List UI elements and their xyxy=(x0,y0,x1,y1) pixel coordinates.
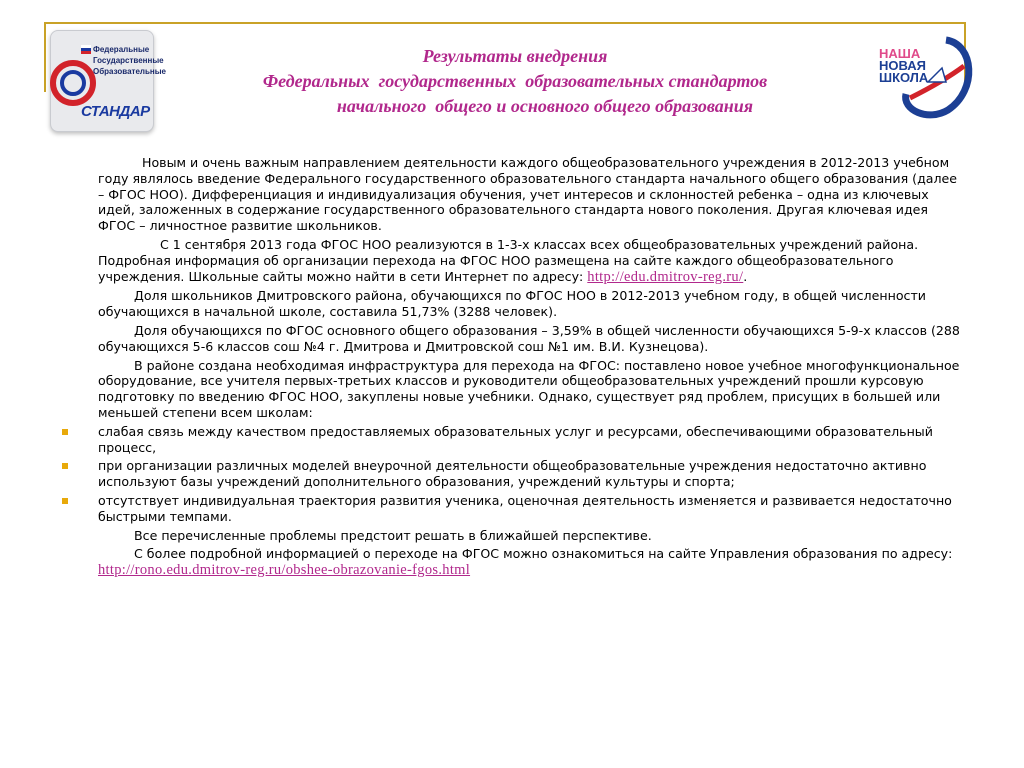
logo-right-lines: НАША НОВАЯ ШКОЛА xyxy=(879,46,929,85)
link-edu-sites[interactable]: http://edu.dmitrov-reg.ru/ xyxy=(587,268,744,285)
paragraph-implementation xyxy=(98,237,966,285)
logo-left-word: СТАНДАР xyxy=(81,103,150,120)
bullet-icon xyxy=(62,498,68,504)
list-item xyxy=(98,493,966,525)
nasha-novaya-shkola-logo xyxy=(876,38,976,118)
list-item-text: отсутствует индивидуальная траектория развития ученика, оценочная деятельность изменяется и развивается недостаточно быстрыми темпами. xyxy=(98,492,952,524)
fgos-standard-logo xyxy=(50,30,167,132)
title-line-2: Федеральных государственных образовательных стандартов xyxy=(262,71,768,91)
title-line-3: начального общего и основного общего образования xyxy=(336,96,754,116)
paragraph-infrastructure: В районе создана необходимая инфраструктура для перехода на ФГОС: поставлено новое учебное многофункциональное оборудование, все учителя первых-третьих классов и руководители общеобразовательных учреждений прошли курсовую подготовку по введению ФГОС НОО, закуплены новые учебники. Однако, существует ряд проблем, присущих в большей или меньшей степени всем школам: xyxy=(98,357,960,420)
list-item xyxy=(98,424,966,456)
left-border-line xyxy=(44,22,46,92)
paragraph-more-info-text: С более подробной информацией о переходе на ФГОС можно ознакомиться на сайте Управления образования по адресу: xyxy=(134,546,953,562)
paragraph-implementation-text: С 1 сентября 2013 года ФГОС НОО реализуются в 1-3-х классах всех общеобразовательных учреждений района. Подробная информация об организации перехода на ФГОС НОО размещена на сайте каждого общеобразовательного учреждения. Школьные сайты можно найти в сети Интернет по адресу: xyxy=(98,236,919,284)
title-line-1: Результаты внедрения xyxy=(422,46,608,66)
paragraph-primary-share: Доля школьников Дмитровского района, обучающихся по ФГОС НОО в 2012-2013 учебном году, в общей численности обучающихся в начальной школе, составила 51,73% (3288 человек). xyxy=(98,288,926,320)
logo-left-lines: Федеральные Государственные Образовательные xyxy=(93,45,167,76)
list-item-text: слабая связь между качеством предоставляемых образовательных услуг и ресурсами, обеспечивающими образовательный процесс, xyxy=(98,423,933,455)
list-item-text: при организации различных моделей внеурочной деятельности общеобразовательные учреждения недостаточно активно используют базы учреждений дополнительного образования, учреждений культуры и спорта; xyxy=(98,458,927,490)
paragraph-secondary-share: Доля обучающихся по ФГОС основного общего образования – 3,59% в общей численности обучающихся 5-9-х классов (288 обучающихся 5-6 классов сош №4 г. Дмитрова и Дмитровской сош №1 им. В.И. Кузнецова). xyxy=(98,322,960,354)
paragraph-problems: Все перечисленные проблемы предстоит решать в ближайшей перспективе. xyxy=(134,527,652,543)
paragraph-intro: Новым и очень важным направлением деятельности каждого общеобразовательного учреждения в 2012-2013 учебном году являлось введение Федерального государственного образовательного стандарта начального общего образования (далее – ФГОС НОО). Дифференциация и индивидуализация обучения, учет интересов и склонностей ребенка – одна из ключевых идей, заложенных в содержание государственного образовательного стандарта нового поколения. Другая ключевая идея ФГОС – личностное развитие школьников. xyxy=(98,155,958,234)
link-rono-fgos[interactable]: http://rono.edu.dmitrov-reg.ru/obshee-obrazovanie-fgos.html xyxy=(98,562,471,579)
bullet-icon xyxy=(62,429,68,435)
document-body xyxy=(98,155,966,582)
bullet-icon xyxy=(62,463,68,469)
top-border-line xyxy=(44,22,966,24)
paragraph-implementation-end: . xyxy=(743,268,748,284)
page-title xyxy=(150,44,880,119)
list-item xyxy=(98,458,966,490)
paragraph-more-info xyxy=(98,546,966,579)
